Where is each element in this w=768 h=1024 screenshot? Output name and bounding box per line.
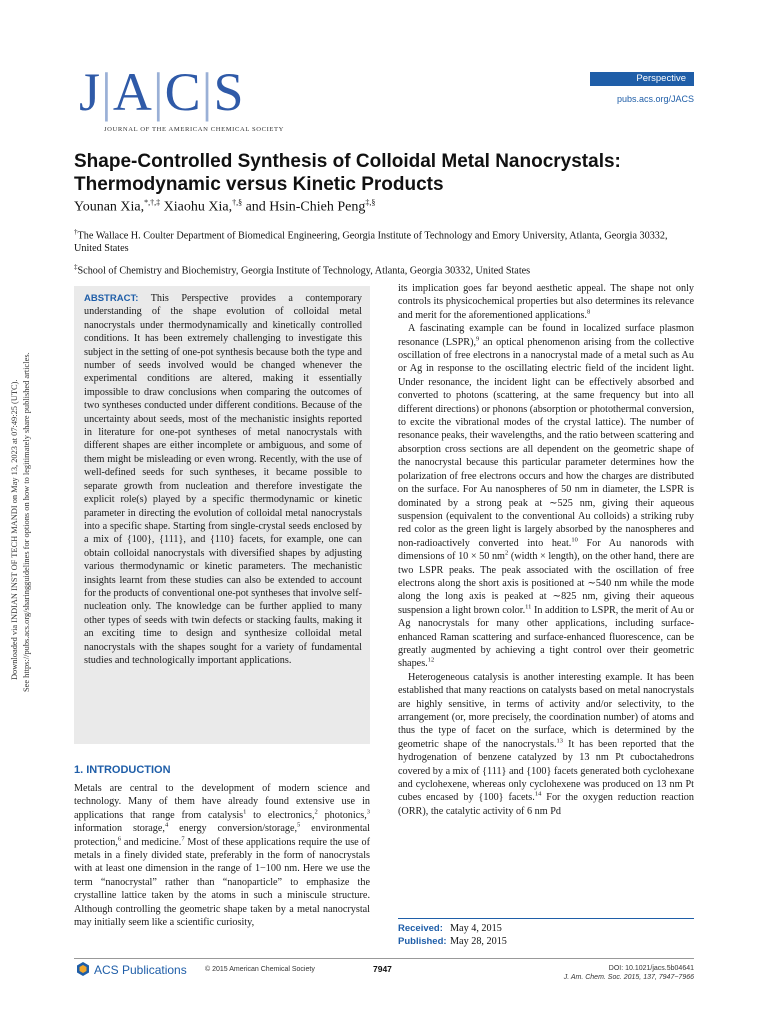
citation-ref[interactable]: 8 <box>586 308 591 316</box>
article-title <box>74 150 694 196</box>
journal-citation: J. Am. Chem. Soc. 2015, 137, 7947−7966 <box>563 974 694 981</box>
citation-ref[interactable]: 12 <box>427 656 435 664</box>
author-marks: †,§ <box>232 198 243 207</box>
body-paragraph: Heterogeneous catalysis is another interesting example. It has been established that many reactions on catalysts based on metal nanocrystals are highly sensitive, in terms of activity and/or selectivity, to the arrangement (or, more precisely, the coordination number) of atoms and thus the type of facet on the surface, which is determined by the geometric shape of the nanocrystals.$^{13}$ It has been reported that the hydrogenation of benzene catalyzed by 13 nm Pt cuboctahedrons covered by a mix of {111} and {100} facets generated both cyclohexane and cyclohexene, whereas only cyclohexene was produced on 13 nm Pt cubes encased by {100} facets.$^{14}$ For the oxygen reduction reaction (ORR), the catalytic activity of 6 nm Pd <box>398 671 694 817</box>
journal-url[interactable]: pubs.acs.org/JACS <box>616 94 694 104</box>
citation-ref[interactable]: 10 <box>571 536 578 544</box>
section-banner: Perspective <box>590 72 694 86</box>
citation-ref[interactable]: 1 <box>243 808 247 816</box>
jacs-logo: J|A|C|S <box>79 62 245 122</box>
author-marks: ‡,§ <box>365 198 376 207</box>
citation-ref[interactable]: 7 <box>181 835 185 843</box>
doi[interactable]: DOI: 10.1021/jacs.5b04641 <box>608 965 694 972</box>
citation-ref[interactable]: 2 <box>314 808 318 816</box>
journal-subtitle: JOURNAL OF THE AMERICAN CHEMICAL SOCIETY <box>104 126 284 133</box>
published-date: Published: May 28, 2015 <box>398 936 507 947</box>
body-paragraph: its implication goes far beyond aesthetic appeal. The shape not only controls its physicochemical properties but also determines its relevance and merit for the aforementioned applications.$^8$ <box>398 283 694 321</box>
intro-column <box>74 782 370 929</box>
download-stamp-line1: Downloaded via INDIAN INST OF TECH MANDI on May 13, 2023 at 07:49:25 (UTC). <box>10 379 19 680</box>
citation-ref[interactable]: 3 <box>366 808 370 816</box>
author-name[interactable]: Xiaohu Xia, <box>163 199 233 215</box>
download-stamp-line2: See https://pubs.acs.org/sharingguidelines for options on how to legitimately share published articles. <box>22 352 31 692</box>
affiliation-1: †The Wallace H. Coulter Department of Biomedical Engineering, Georgia Institute of Technology and Emory University, Atlanta, Georgia 30332, United States <box>74 228 668 255</box>
citation-ref[interactable]: 14 <box>534 791 542 799</box>
doi-citation <box>500 964 694 982</box>
body-paragraph: A fascinating example can be found in localized surface plasmon resonance (LSPR),$^9$ an optical phenomenon arising from the collective oscillation of free electrons in a nanocrystal made of a metal such as Au or Ag in response to the oscillating electric field of the incident light. Under resonance, the incident light can be effectively absorbed and converted to photons (scattering, at the same frequency but into all different directions) or phonons (absorption or photothermal conversion, to excite the vibrational modes of the crystal lattice). The number of resonance peaks, their wavelengths, and the ratio between scattering and absorption cross sections are all dependent on the geometric shape of the nanocrystal because this particular parameter determines how the polarization of free electrons occurs and how the charges are distributed on the surface. For Au nanospheres of 50 nm in diameter, the LSPR is dominated by a strong peak at ∼525 nm, giving their aqueous suspension (equivalent to the conventional Au colloids) a striking ruby red color as the green light is largely absorbed by the nanospheres and non-radioactively converted into heat.$^{10}$ For Au nanorods with dimensions of 10 × 50 $nm^2$ (width × length), on the other hand, there are two LSPR peaks. The peak associated with the oscillation of free electrons along the short axis is positioned at ∼540 nm while the mode along the long axis is peaked at ∼825 nm, giving their aqueous suspension a light brown color.$^{11}$ In addition to LSPR, the merit of Au or Ag nanocrystals for many other applications, including surface-enhanced Raman scattering and surface-enhanced fluorescence, can be greatly augmented by achieving a tight control over their geometric shapes.$^{12}$ <box>398 323 694 670</box>
citation-ref[interactable]: 13 <box>556 737 564 745</box>
affiliation-2: ‡School of Chemistry and Biochemistry, Georgia Institute of Technology, Atlanta, Georgia 30332, United States <box>74 263 531 277</box>
footer-divider <box>74 958 694 959</box>
acs-publications-logo[interactable]: ACS Publications <box>76 962 187 977</box>
acs-hexagon-icon <box>76 962 90 976</box>
logo-letter-s: S <box>213 62 245 122</box>
abstract-text: This Perspective provides a contemporary understanding of the shape evolution of colloidal metal nanocrystals under thermodynamically and kinetically controlled conditions. It has been extremely challenging to investigate this subject in the setting of one-pot synthesis because both the type and number of seeds involved would be changed whenever the experimental conditions are altered, making it essentially impossible to draw conclusions when comparing the outcomes of two syntheses conducted under different conditions. Because of the uncertainty about seeds, most of the mechanistic insights reported in literature for one-pot syntheses of metal nanocrystals with different shapes are either incomplete or ambiguous, and some of them might be misleading or even wrong. Recently, with the use of well-defined seeds for such syntheses, it became possible to separate growth from nucleation and therefore investigate the explicit role(s) played by a specific thermodynamic or kinetic parameter in directing the evolution of colloidal metal nanocrystals into a specific shape. Starting from single-crystal seeds enclosed by a mix of {100}, {111}, and {110} facets, for example, one can obtain colloidal nanocrystals with diversified shapes by adjusting various thermodynamic or kinetic parameters. The mechanistic insights learnt from these studies can also be extended to account for the products of conventional one-pot syntheses that involve self-nucleation only. The knowledge can be further applied to many other types of seeds with twin defects or stacking faults, making it an exciting time to design and synthesize colloidal metal nanocrystals with the shapes sought for a variety of fundamental studies and technologically important applications. <box>84 293 363 666</box>
author-name[interactable]: Younan Xia, <box>74 199 145 215</box>
copyright: © 2015 American Chemical Society <box>205 966 315 973</box>
citation-ref[interactable]: 6 <box>117 835 122 843</box>
title-line-2: Thermodynamic versus Kinetic Products <box>74 174 444 195</box>
author-marks: *,†,‡ <box>144 198 161 207</box>
download-stamp <box>2 300 42 700</box>
logo-letter-a: A <box>112 62 153 122</box>
logo-letter-c: C <box>164 62 202 122</box>
author-name[interactable]: and Hsin-Chieh Peng <box>245 199 366 215</box>
page-number: 7947 <box>373 964 392 974</box>
title-line-1: Shape-Controlled Synthesis of Colloidal Metal Nanocrystals: <box>74 151 621 172</box>
logo-letter-j: J <box>79 62 102 122</box>
superscript: 2 <box>504 549 509 557</box>
citation-ref[interactable]: 5 <box>297 821 301 829</box>
citation-ref[interactable]: 4 <box>164 821 169 829</box>
section-heading-introduction: 1. INTRODUCTION <box>74 764 171 776</box>
abstract <box>84 292 362 667</box>
right-column <box>398 282 694 818</box>
citation-ref[interactable]: 11 <box>525 603 532 611</box>
citation-ref[interactable]: 9 <box>476 335 480 343</box>
author-list <box>74 198 375 216</box>
abstract-label: ABSTRACT: <box>84 293 139 304</box>
intro-paragraph: Metals are central to the development of modern science and technology. Many of them have already found extensive use in applications that range from catalysis$^1$ to electronics,$^2$ photonics,$^3$ information storage,$^4$ energy conversion/storage,$^5$ environmental protection,$^6$ and medicine.$^7$ Most of these applications require the use of metals in a finely divided state, preferably in the form of nanocrystals with at least one dimension in the range of 1−100 nm. Here we use the term “nanocrystal” rather than “nanoparticle” to emphasize the crystalline lattice taken by the atoms in such a miniscule structure. Although controlling the geometric shape taken by a metal nanocrystal may initially seem like a scientific curiosity, <box>74 783 371 929</box>
received-date: Received: May 4, 2015 <box>398 923 502 934</box>
dates-divider <box>398 918 694 919</box>
